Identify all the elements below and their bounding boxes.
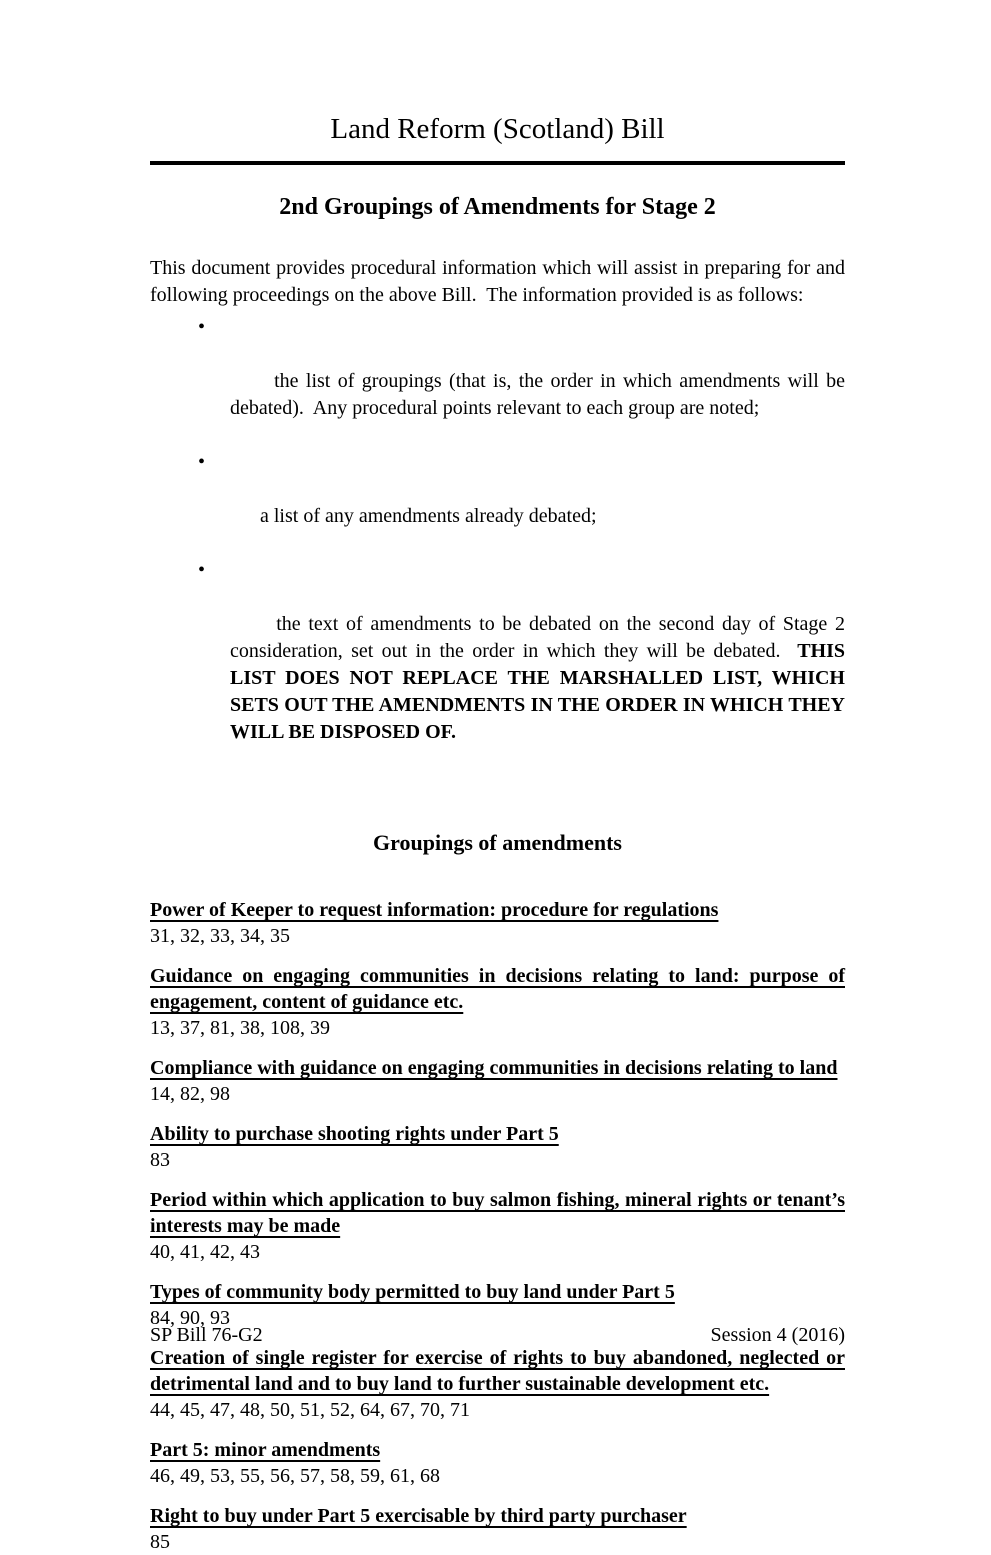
grouping-title: Creation of single register for exercise of rights to buy abandoned, neglected or detrimental land and to buy land to further sustainable development etc.	[150, 1347, 845, 1395]
grouping-amendment-numbers: 40, 41, 42, 43	[150, 1241, 260, 1263]
bullet-icon: •	[198, 316, 206, 338]
footer-bill-reference: SP Bill 76-G2	[150, 1324, 263, 1346]
grouping-amendment-numbers: 13, 37, 81, 38, 108, 39	[150, 1017, 330, 1039]
page-footer	[150, 1322, 845, 1349]
document-title: Land Reform (Scotland) Bill	[330, 113, 665, 145]
grouping-item	[150, 1437, 845, 1489]
grouping-amendment-numbers: 85	[150, 1531, 170, 1553]
grouping-item	[150, 1121, 845, 1173]
footer-session-reference: Session 4 (2016)	[710, 1324, 845, 1346]
grouping-amendment-numbers: 84, 90, 93	[150, 1307, 230, 1329]
grouping-amendment-numbers: 14, 82, 98	[150, 1083, 230, 1105]
grouping-item	[150, 963, 845, 1041]
groupings-list	[150, 897, 845, 1555]
bullet-icon: •	[198, 451, 206, 473]
document-subtitle: 2nd Groupings of Amendments for Stage 2	[279, 194, 716, 220]
grouping-item	[150, 897, 845, 949]
bullet-text: a list of any amendments already debated;	[260, 505, 597, 527]
intro-bullet-list	[150, 314, 851, 773]
grouping-title: Types of community body permitted to buy land under Part 5	[150, 1281, 675, 1303]
section-heading-groupings: Groupings of amendments	[373, 830, 622, 855]
grouping-item	[150, 1187, 845, 1265]
grouping-title: Right to buy under Part 5 exercisable by third party purchaser	[150, 1505, 687, 1527]
grouping-amendment-numbers: 46, 49, 53, 55, 56, 57, 58, 59, 61, 68	[150, 1465, 440, 1487]
grouping-amendment-numbers: 31, 32, 33, 34, 35	[150, 925, 290, 947]
grouping-item	[150, 1055, 845, 1107]
grouping-title: Period within which application to buy salmon fishing, mineral rights or tenant’s interests may be made	[150, 1189, 845, 1237]
grouping-title: Guidance on engaging communities in decisions relating to land: purpose of engagement, content of guidance etc.	[150, 965, 845, 1013]
grouping-item	[150, 1503, 845, 1555]
grouping-item	[150, 1345, 845, 1423]
grouping-title: Part 5: minor amendments	[150, 1439, 381, 1461]
bullet-item	[150, 314, 850, 449]
bullet-icon: •	[198, 559, 206, 581]
grouping-amendment-numbers: 44, 45, 47, 48, 50, 51, 52, 64, 67, 70, 71	[150, 1399, 470, 1421]
bullet-item	[150, 557, 851, 773]
bullet-item	[150, 449, 845, 557]
grouping-title: Compliance with guidance on engaging communities in decisions relating to land	[150, 1057, 838, 1079]
grouping-title: Power of Keeper to request information: procedure for regulations	[150, 899, 719, 921]
grouping-title: Ability to purchase shooting rights under Part 5	[150, 1123, 559, 1145]
bullet-bold-text: THIS LIST DOES NOT REPLACE THE MARSHALLED LIST, WHICH SETS OUT THE AMENDMENTS IN THE ORDER IN WHICH THEY WILL BE DISPOSED OF.	[230, 640, 850, 743]
grouping-amendment-numbers: 83	[150, 1149, 170, 1171]
bullet-text: the list of groupings (that is, the order in which amendments will be debated). Any procedural points relevant to each group are noted;	[230, 370, 850, 419]
intro-paragraph: This document provides procedural information which will assist in preparing for and following proceedings on the above Bill. The information provided is as follows:	[150, 257, 850, 306]
title-divider-rule	[150, 161, 845, 165]
bullet-text: the text of amendments to be debated on the second day of Stage 2 consideration, set out in the order in which they will be debated.	[230, 613, 851, 662]
